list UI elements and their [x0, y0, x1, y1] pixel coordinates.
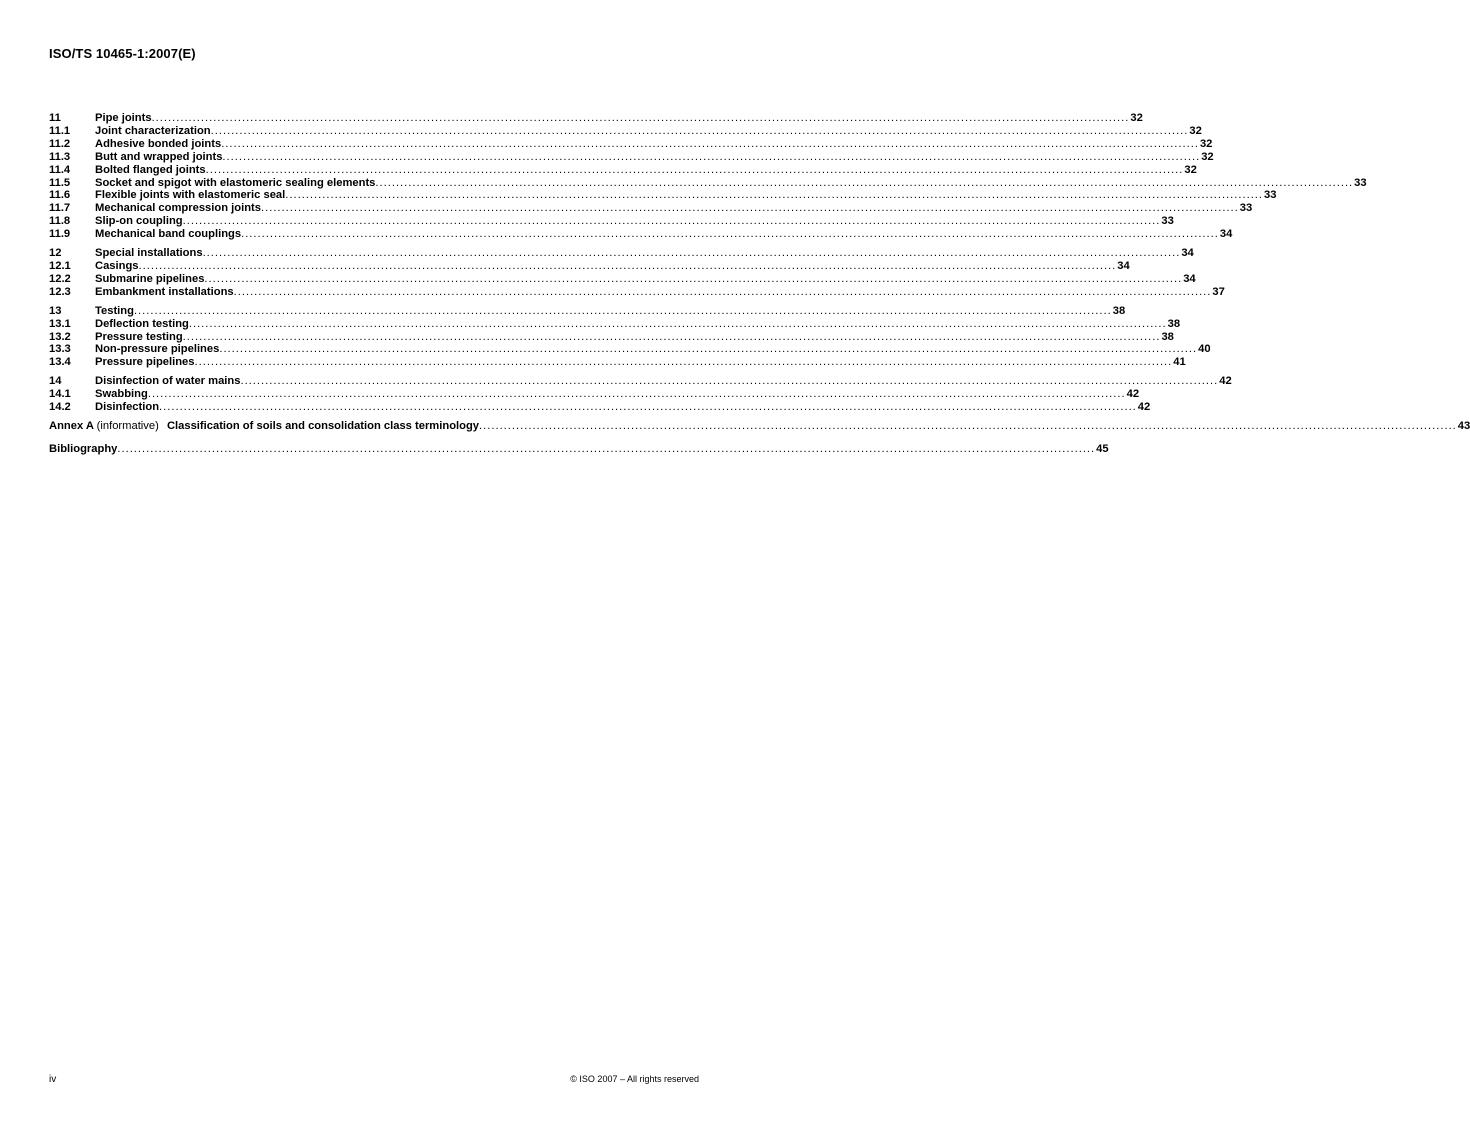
- toc-entry[interactable]: [49, 343, 1211, 356]
- toc-entry-title: Pipe joints: [95, 112, 152, 124]
- toc-leader-dots: [134, 305, 1112, 318]
- toc-entry-page: 37: [1212, 285, 1225, 298]
- toc-entry-page: 34: [1181, 247, 1194, 260]
- toc-leader-dots: [241, 228, 1219, 241]
- annex-label: Annex A: [49, 419, 94, 432]
- toc-leader-dots: [479, 420, 1457, 433]
- toc-entry-title: Casings: [95, 259, 139, 272]
- toc-entry-title: Disinfection of water mains: [95, 375, 241, 388]
- toc-entry[interactable]: [49, 137, 1213, 151]
- toc-entry-number: 11.2: [49, 137, 71, 150]
- toc-entry-page: 32: [1199, 137, 1213, 150]
- toc-entry-page: 32: [1189, 124, 1202, 137]
- toc-leader-dots: [221, 138, 1199, 151]
- toc-leader-dots: [204, 273, 1182, 286]
- toc-entry-page: 32: [1184, 163, 1197, 176]
- toc-entry-number: 11.7: [49, 202, 71, 215]
- toc-leader-dots: [189, 318, 1167, 331]
- toc-entry-number: 14.1: [49, 388, 71, 401]
- toc-entry-page: 34: [1219, 228, 1233, 241]
- toc-leader-dots: [219, 343, 1197, 356]
- toc-entry-title: Special installations: [95, 247, 203, 260]
- toc-entry-number: 13.4: [49, 356, 71, 369]
- toc-entry-number: 14.2: [49, 401, 71, 414]
- toc-entry[interactable]: [49, 259, 1130, 273]
- copyright-notice: © ISO 2007 – All rights reserved: [570, 1074, 699, 1084]
- toc-entry-title: Bibliography: [49, 442, 118, 455]
- toc-leader-dots: [285, 189, 1263, 202]
- table-of-contents: [49, 112, 1470, 456]
- annex-type: (informative): [96, 419, 159, 432]
- toc-annex-heading: [49, 420, 479, 433]
- toc-entry-page: 33: [1264, 189, 1277, 202]
- toc-entry-title: Non-pressure pipelines: [95, 343, 220, 356]
- toc-entry-number: 11.4: [49, 163, 71, 176]
- toc-leader-dots: [139, 260, 1117, 273]
- toc-entry-number: 11.5: [49, 176, 71, 189]
- toc-entry[interactable]: [49, 317, 1181, 331]
- toc-entry-title: Testing: [95, 304, 134, 317]
- toc-entry-title: Joint characterization: [95, 124, 211, 137]
- toc-leader-dots: [234, 286, 1212, 299]
- page-number: iv: [49, 1074, 57, 1085]
- toc-entry-title: Pressure testing: [95, 330, 183, 343]
- toc-entry-number: 12: [49, 247, 62, 260]
- toc-entry-title: Socket and spigot with elastomeric sealing elements: [95, 176, 376, 189]
- toc-entry-number: 11.1: [49, 124, 71, 137]
- toc-entry[interactable]: [49, 163, 1197, 177]
- toc-leader-dots: [211, 125, 1189, 138]
- toc-entry-title: Slip-on coupling: [95, 215, 183, 228]
- toc-leader-dots: [117, 443, 1095, 456]
- toc-entry-page: 40: [1198, 343, 1211, 356]
- toc-leader-dots: [152, 112, 1130, 125]
- toc-entry[interactable]: [49, 112, 1143, 125]
- toc-entry-page: 42: [1137, 401, 1151, 414]
- toc-entry-title: Butt and wrapped joints: [95, 150, 223, 163]
- toc-entry-title: Submarine pipelines: [95, 272, 205, 285]
- toc-entry-title: Disinfection: [95, 401, 160, 414]
- toc-entry-page: 41: [1173, 356, 1186, 369]
- toc-entry-title: Embankment installations: [95, 285, 234, 298]
- toc-entry[interactable]: [49, 304, 1126, 318]
- toc-entry-number: 11: [49, 112, 61, 124]
- toc-leader-dots: [240, 375, 1218, 388]
- toc-leader-dots: [195, 356, 1173, 369]
- toc-entry[interactable]: [49, 388, 1140, 401]
- toc-entry[interactable]: [49, 176, 1367, 190]
- toc-entry-page: 45: [1096, 442, 1109, 455]
- toc-entry-number: 13.2: [49, 330, 71, 343]
- toc-entry[interactable]: [49, 150, 1214, 164]
- toc-entry-page: 38: [1161, 330, 1174, 343]
- toc-entry-number: 11.3: [49, 150, 71, 163]
- toc-entry-number: 13.1: [49, 317, 71, 330]
- toc-entry[interactable]: [49, 330, 1174, 344]
- toc-entry[interactable]: [49, 401, 1151, 414]
- toc-entry-number: 11.8: [49, 215, 71, 228]
- toc-entry-page: 42: [1126, 388, 1140, 401]
- toc-section-14: [49, 375, 1232, 414]
- toc-leader-dots: [183, 215, 1161, 228]
- toc-entry[interactable]: [49, 247, 1194, 260]
- toc-leader-dots: [159, 401, 1137, 414]
- toc-section-13: [49, 304, 1211, 370]
- toc-entry[interactable]: [49, 202, 1253, 215]
- toc-entry[interactable]: [49, 124, 1202, 138]
- toc-entry[interactable]: [49, 272, 1196, 286]
- toc-entry-title: Pressure pipelines: [95, 356, 195, 369]
- toc-section-11: [49, 112, 1367, 241]
- toc-entry-number: 12.1: [49, 259, 71, 272]
- toc-entry-bibliography[interactable]: [49, 442, 1109, 456]
- toc-entry[interactable]: [49, 228, 1233, 241]
- toc-entry-annex-a[interactable]: [49, 419, 1470, 433]
- toc-entry[interactable]: [49, 356, 1186, 369]
- toc-entry-title: Mechanical band couplings: [95, 228, 242, 241]
- toc-entry-number: 13: [49, 304, 62, 317]
- document-identifier: ISO/TS 10465-1:2007(E): [49, 46, 196, 61]
- toc-entry-title: Mechanical compression joints: [95, 202, 261, 215]
- toc-entry-page: 34: [1183, 272, 1196, 285]
- toc-entry[interactable]: [49, 375, 1232, 388]
- toc-entry-title: Adhesive bonded joints: [95, 137, 222, 150]
- toc-entry-number: 13.3: [49, 343, 71, 356]
- toc-entry-title: Swabbing: [95, 388, 148, 401]
- toc-leader-dots: [222, 151, 1200, 164]
- toc-entry-number: 14: [49, 375, 62, 388]
- toc-leader-dots: [183, 331, 1161, 344]
- toc-entry[interactable]: [49, 189, 1277, 202]
- toc-entry-title: Flexible joints with elastomeric seal: [95, 189, 286, 202]
- toc-entry-page: 33: [1161, 215, 1174, 228]
- toc-entry-page: 32: [1130, 112, 1143, 124]
- toc-section-12: [49, 247, 1225, 299]
- toc-entry[interactable]: [49, 285, 1225, 299]
- toc-entry-title: Bolted flanged joints: [95, 163, 206, 176]
- toc-entry-number: 12.2: [49, 272, 71, 285]
- toc-entry-page: 33: [1239, 202, 1253, 215]
- toc-leader-dots: [261, 202, 1239, 215]
- toc-leader-dots: [206, 164, 1184, 177]
- toc-entry[interactable]: [49, 215, 1174, 228]
- toc-leader-dots: [375, 177, 1353, 190]
- toc-leader-dots: [203, 247, 1181, 260]
- annex-title: Classification of soils and consolidation class terminology: [166, 419, 480, 432]
- toc-entry-page: 34: [1117, 259, 1130, 272]
- toc-leader-dots: [148, 388, 1126, 401]
- toc-entry-page: 32: [1201, 150, 1214, 163]
- toc-entry-page: 42: [1219, 375, 1232, 388]
- toc-entry-number: 11.6: [49, 189, 71, 202]
- toc-entry-page: 38: [1167, 317, 1181, 330]
- toc-entry-page: 43: [1457, 419, 1470, 432]
- toc-entry-number: 11.9: [49, 228, 71, 241]
- toc-entry-page: 33: [1354, 176, 1367, 189]
- toc-entry-page: 38: [1112, 304, 1126, 317]
- toc-entry-title: Deflection testing: [95, 317, 189, 330]
- toc-entry-number: 12.3: [49, 285, 71, 298]
